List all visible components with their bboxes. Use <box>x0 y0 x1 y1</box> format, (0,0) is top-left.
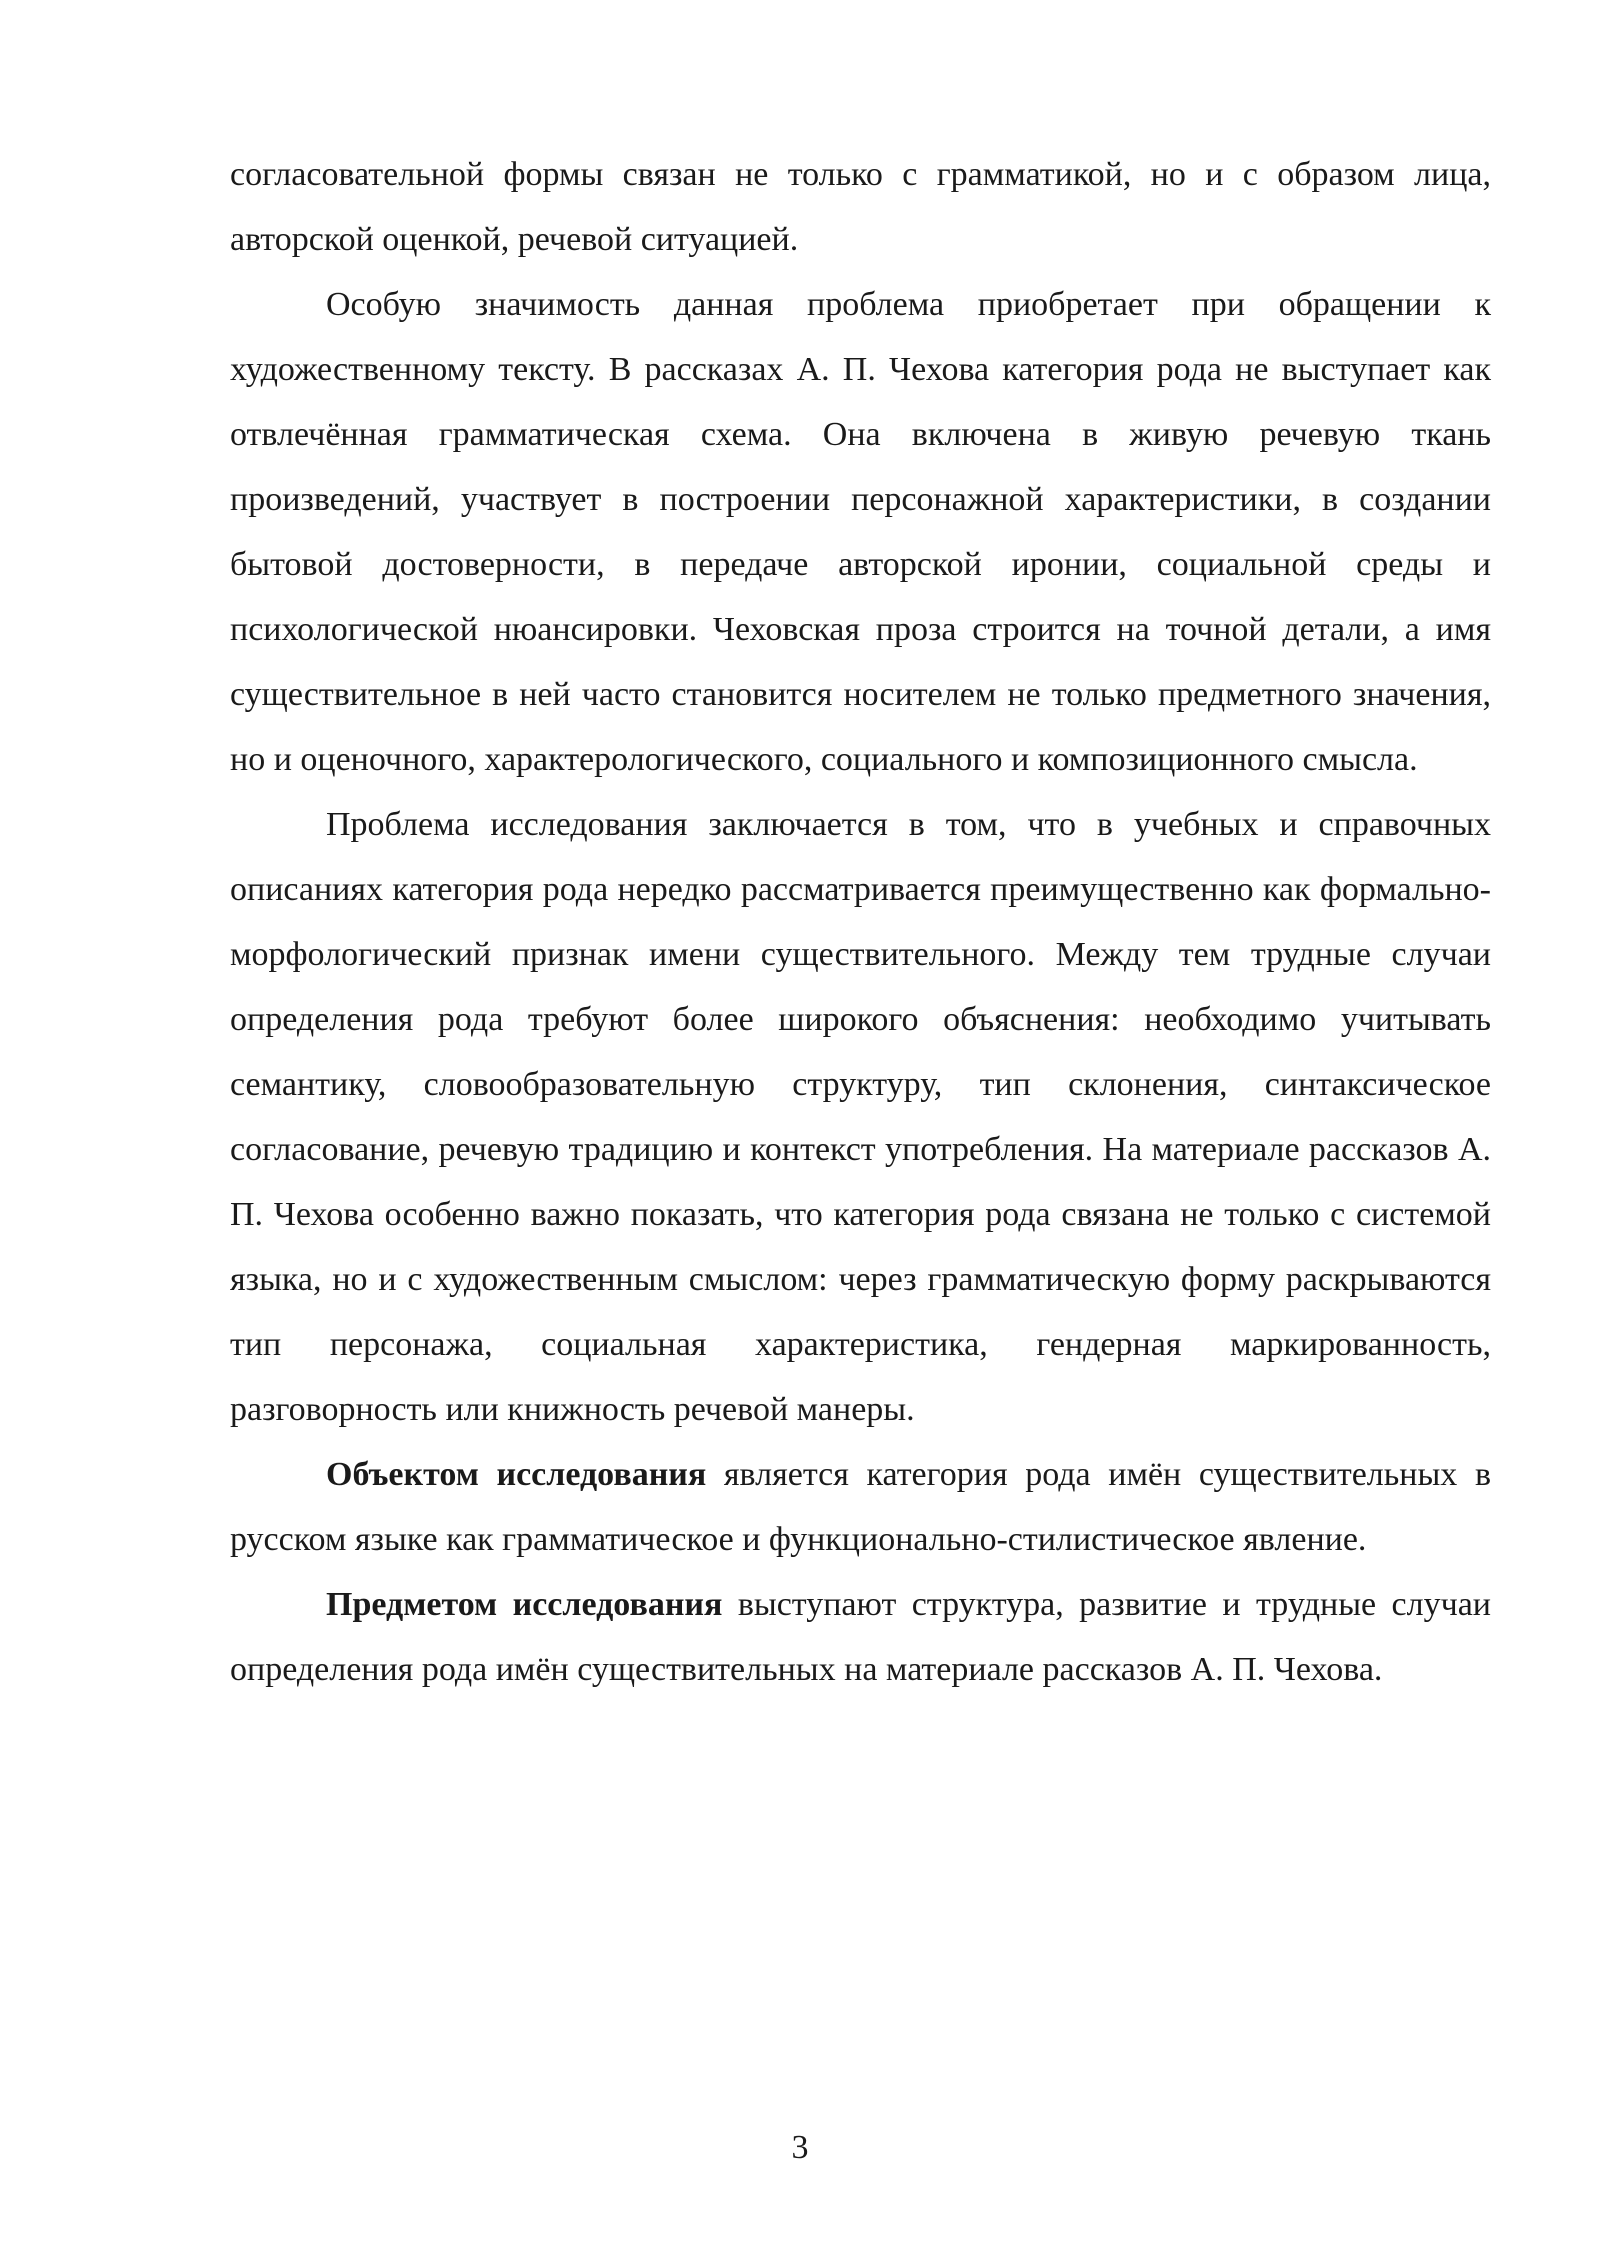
research-subject-term: Предметом исследования <box>326 1586 723 1623</box>
body-text <box>230 142 1491 1702</box>
paragraph-research-problem: Проблема исследования заключается в том, что в учебных и справочных описаниях категория рода нередко рассматривается преимущественно как формально-морфологический признак имени существительного. Между тем трудные случаи определения рода требуют более широкого объяснения: необходимо учитывать семантику, словообразовательную структуру, тип склонения, синтаксическое согласование, речевую традицию и контекст употребления. На материале рассказов А. П. Чехова особенно важно показать, что категория рода связана не только с системой языка, но и с художественным смыслом: через грамматическую форму раскрываются тип персонажа, социальная характеристика, гендерная маркированность, разговорность или книжность речевой манеры. <box>230 806 1491 1428</box>
paragraph-continuation: согласовательной формы связан не только с грамматикой, но и с образом лица, авторской оценкой, речевой ситуацией. <box>230 156 1491 258</box>
paragraph-significance: Особую значимость данная проблема приобретает при обращении к художественному тексту. В рассказах А. П. Чехова категория рода не выступает как отвлечённая грамматическая схема. Она включена в живую речевую ткань произведений, участвует в построении персонажной характеристики, в создании бытовой достоверности, в передаче авторской иронии, социальной среды и психологической нюансировки. Чеховская проза строится на точной детали, а имя существительное в ней часто становится носителем не только предметного значения, но и оценочного, характерологического, социального и композиционного смысла. <box>230 286 1491 778</box>
paragraph-research-subject <box>230 1572 1491 1702</box>
paragraph-research-object <box>230 1442 1491 1572</box>
research-object-text: является категория рода имён существительных в русском языке как грамматическое и функционально-стилистическое явление. <box>230 1456 1491 1558</box>
research-subject-text: выступают структура, развитие и трудные случаи определения рода имён существительных на материале рассказов А. П. Чехова. <box>230 1586 1491 1688</box>
page-number: 3 <box>791 2129 809 2166</box>
research-object-term: Объектом исследования <box>326 1456 707 1493</box>
